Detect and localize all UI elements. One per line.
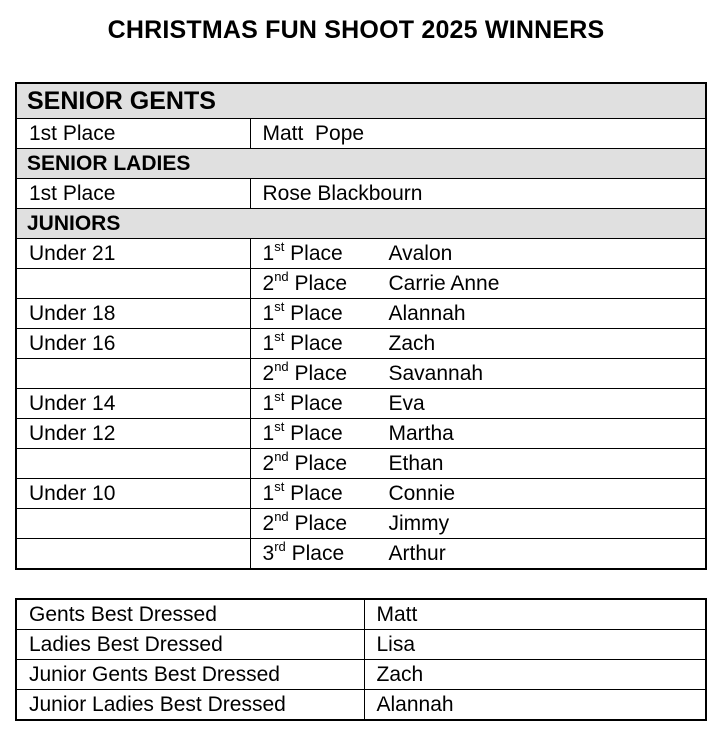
placing-word: Place xyxy=(290,331,343,355)
winner-name: Connie xyxy=(388,481,456,505)
placing-cell xyxy=(250,239,706,269)
award-category: Junior Ladies Best Dressed xyxy=(16,690,364,721)
place-label: 1st Place xyxy=(16,179,250,209)
placing-suffix: st xyxy=(274,418,285,434)
table-row xyxy=(16,449,706,479)
placing-word: Place xyxy=(290,391,343,415)
placing-number: 2 xyxy=(262,271,275,295)
age-category xyxy=(16,509,250,539)
winner-name: Matt xyxy=(364,599,706,630)
winner-name: Zach xyxy=(388,331,436,355)
winner-name: Carrie Anne xyxy=(388,271,500,295)
placing-cell xyxy=(250,269,706,299)
placing-cell xyxy=(250,389,706,419)
winner-name: Savannah xyxy=(388,361,484,385)
age-category: Under 21 xyxy=(16,239,250,269)
table-row xyxy=(16,299,706,329)
placing xyxy=(263,330,389,358)
placing xyxy=(263,510,389,538)
age-category: Under 14 xyxy=(16,389,250,419)
placing-suffix: st xyxy=(274,328,285,344)
placing-suffix: nd xyxy=(274,448,289,464)
placing-number: 2 xyxy=(262,511,275,535)
senior-gents-header-row xyxy=(16,83,706,119)
placing-number: 2 xyxy=(262,361,275,385)
table-row xyxy=(16,119,706,149)
placing-cell xyxy=(250,299,706,329)
placing-word: Place xyxy=(290,481,343,505)
table-row xyxy=(16,690,706,721)
winner-name: Lisa xyxy=(364,630,706,660)
winner-name: Ethan xyxy=(388,451,444,475)
placing-number: 1 xyxy=(262,481,275,505)
placing-word: Place xyxy=(290,421,343,445)
table-row xyxy=(16,269,706,299)
table-row xyxy=(16,509,706,539)
placing-suffix: rd xyxy=(274,538,286,554)
place-label: 1st Place xyxy=(16,119,250,149)
placing-word: Place xyxy=(290,301,343,325)
section-header-senior-gents: SENIOR GENTS xyxy=(16,83,706,119)
placing-cell xyxy=(250,419,706,449)
winner-name: Avalon xyxy=(388,241,453,265)
senior-ladies-header-row xyxy=(16,149,706,179)
winner-name: Eva xyxy=(388,391,425,415)
placing-suffix: nd xyxy=(274,508,289,524)
table-row xyxy=(16,539,706,570)
placing-suffix: st xyxy=(274,298,285,314)
page-title: CHRISTMAS FUN SHOOT 2025 WINNERS xyxy=(107,16,605,44)
placing-number: 1 xyxy=(262,391,275,415)
placing-cell xyxy=(250,329,706,359)
table-row xyxy=(16,239,706,269)
placing-suffix: st xyxy=(274,238,285,254)
section-header-senior-ladies: SENIOR LADIES xyxy=(16,149,706,179)
placing xyxy=(263,450,389,478)
age-category xyxy=(16,359,250,389)
table-row xyxy=(16,179,706,209)
winner-name: Rose Blackbourn xyxy=(250,179,706,209)
placing-cell xyxy=(250,539,706,570)
winner-name: Zach xyxy=(364,660,706,690)
best-dressed-table xyxy=(15,598,707,721)
table-row xyxy=(16,389,706,419)
placing-number: 1 xyxy=(262,421,275,445)
placing-word: Place xyxy=(294,271,348,295)
placing-number: 3 xyxy=(262,541,275,565)
award-category: Ladies Best Dressed xyxy=(16,630,364,660)
placing-cell xyxy=(250,359,706,389)
age-category: Under 16 xyxy=(16,329,250,359)
table-row xyxy=(16,419,706,449)
placing-number: 1 xyxy=(262,241,275,265)
placing-word: Place xyxy=(291,541,345,565)
winner-name: Alannah xyxy=(364,690,706,721)
placing xyxy=(263,300,389,328)
placing-cell xyxy=(250,509,706,539)
placing xyxy=(263,390,389,418)
age-category: Under 10 xyxy=(16,479,250,509)
age-category xyxy=(16,269,250,299)
placing-word: Place xyxy=(290,241,343,265)
placing xyxy=(263,540,389,568)
placing-word: Place xyxy=(294,451,348,475)
placing-number: 1 xyxy=(262,331,275,355)
table-row xyxy=(16,660,706,690)
placing-suffix: nd xyxy=(274,358,289,374)
placing-suffix: st xyxy=(274,388,285,404)
placing-word: Place xyxy=(294,511,348,535)
section-header-juniors: JUNIORS xyxy=(16,209,706,239)
winner-name: Matt Pope xyxy=(250,119,706,149)
winners-table xyxy=(15,82,707,570)
juniors-header-row xyxy=(16,209,706,239)
placing-cell xyxy=(250,449,706,479)
placing xyxy=(263,360,389,388)
placing-number: 1 xyxy=(262,301,275,325)
placing xyxy=(263,480,389,508)
age-category: Under 18 xyxy=(16,299,250,329)
winner-name: Martha xyxy=(388,421,454,445)
table-row xyxy=(16,599,706,630)
placing-suffix: nd xyxy=(274,268,289,284)
table-row xyxy=(16,329,706,359)
placing-number: 2 xyxy=(262,451,275,475)
age-category xyxy=(16,539,250,570)
table-row xyxy=(16,630,706,660)
winner-name: Jimmy xyxy=(388,511,450,535)
placing xyxy=(263,240,389,268)
table-row xyxy=(16,359,706,389)
age-category xyxy=(16,449,250,479)
winner-name: Arthur xyxy=(388,541,446,565)
placing xyxy=(263,420,389,448)
age-category: Under 12 xyxy=(16,419,250,449)
award-category: Junior Gents Best Dressed xyxy=(16,660,364,690)
placing-suffix: st xyxy=(274,478,285,494)
placing-word: Place xyxy=(294,361,348,385)
placing xyxy=(263,270,389,298)
winner-name: Alannah xyxy=(388,301,466,325)
placing-cell xyxy=(250,479,706,509)
table-row xyxy=(16,479,706,509)
award-category: Gents Best Dressed xyxy=(16,599,364,630)
